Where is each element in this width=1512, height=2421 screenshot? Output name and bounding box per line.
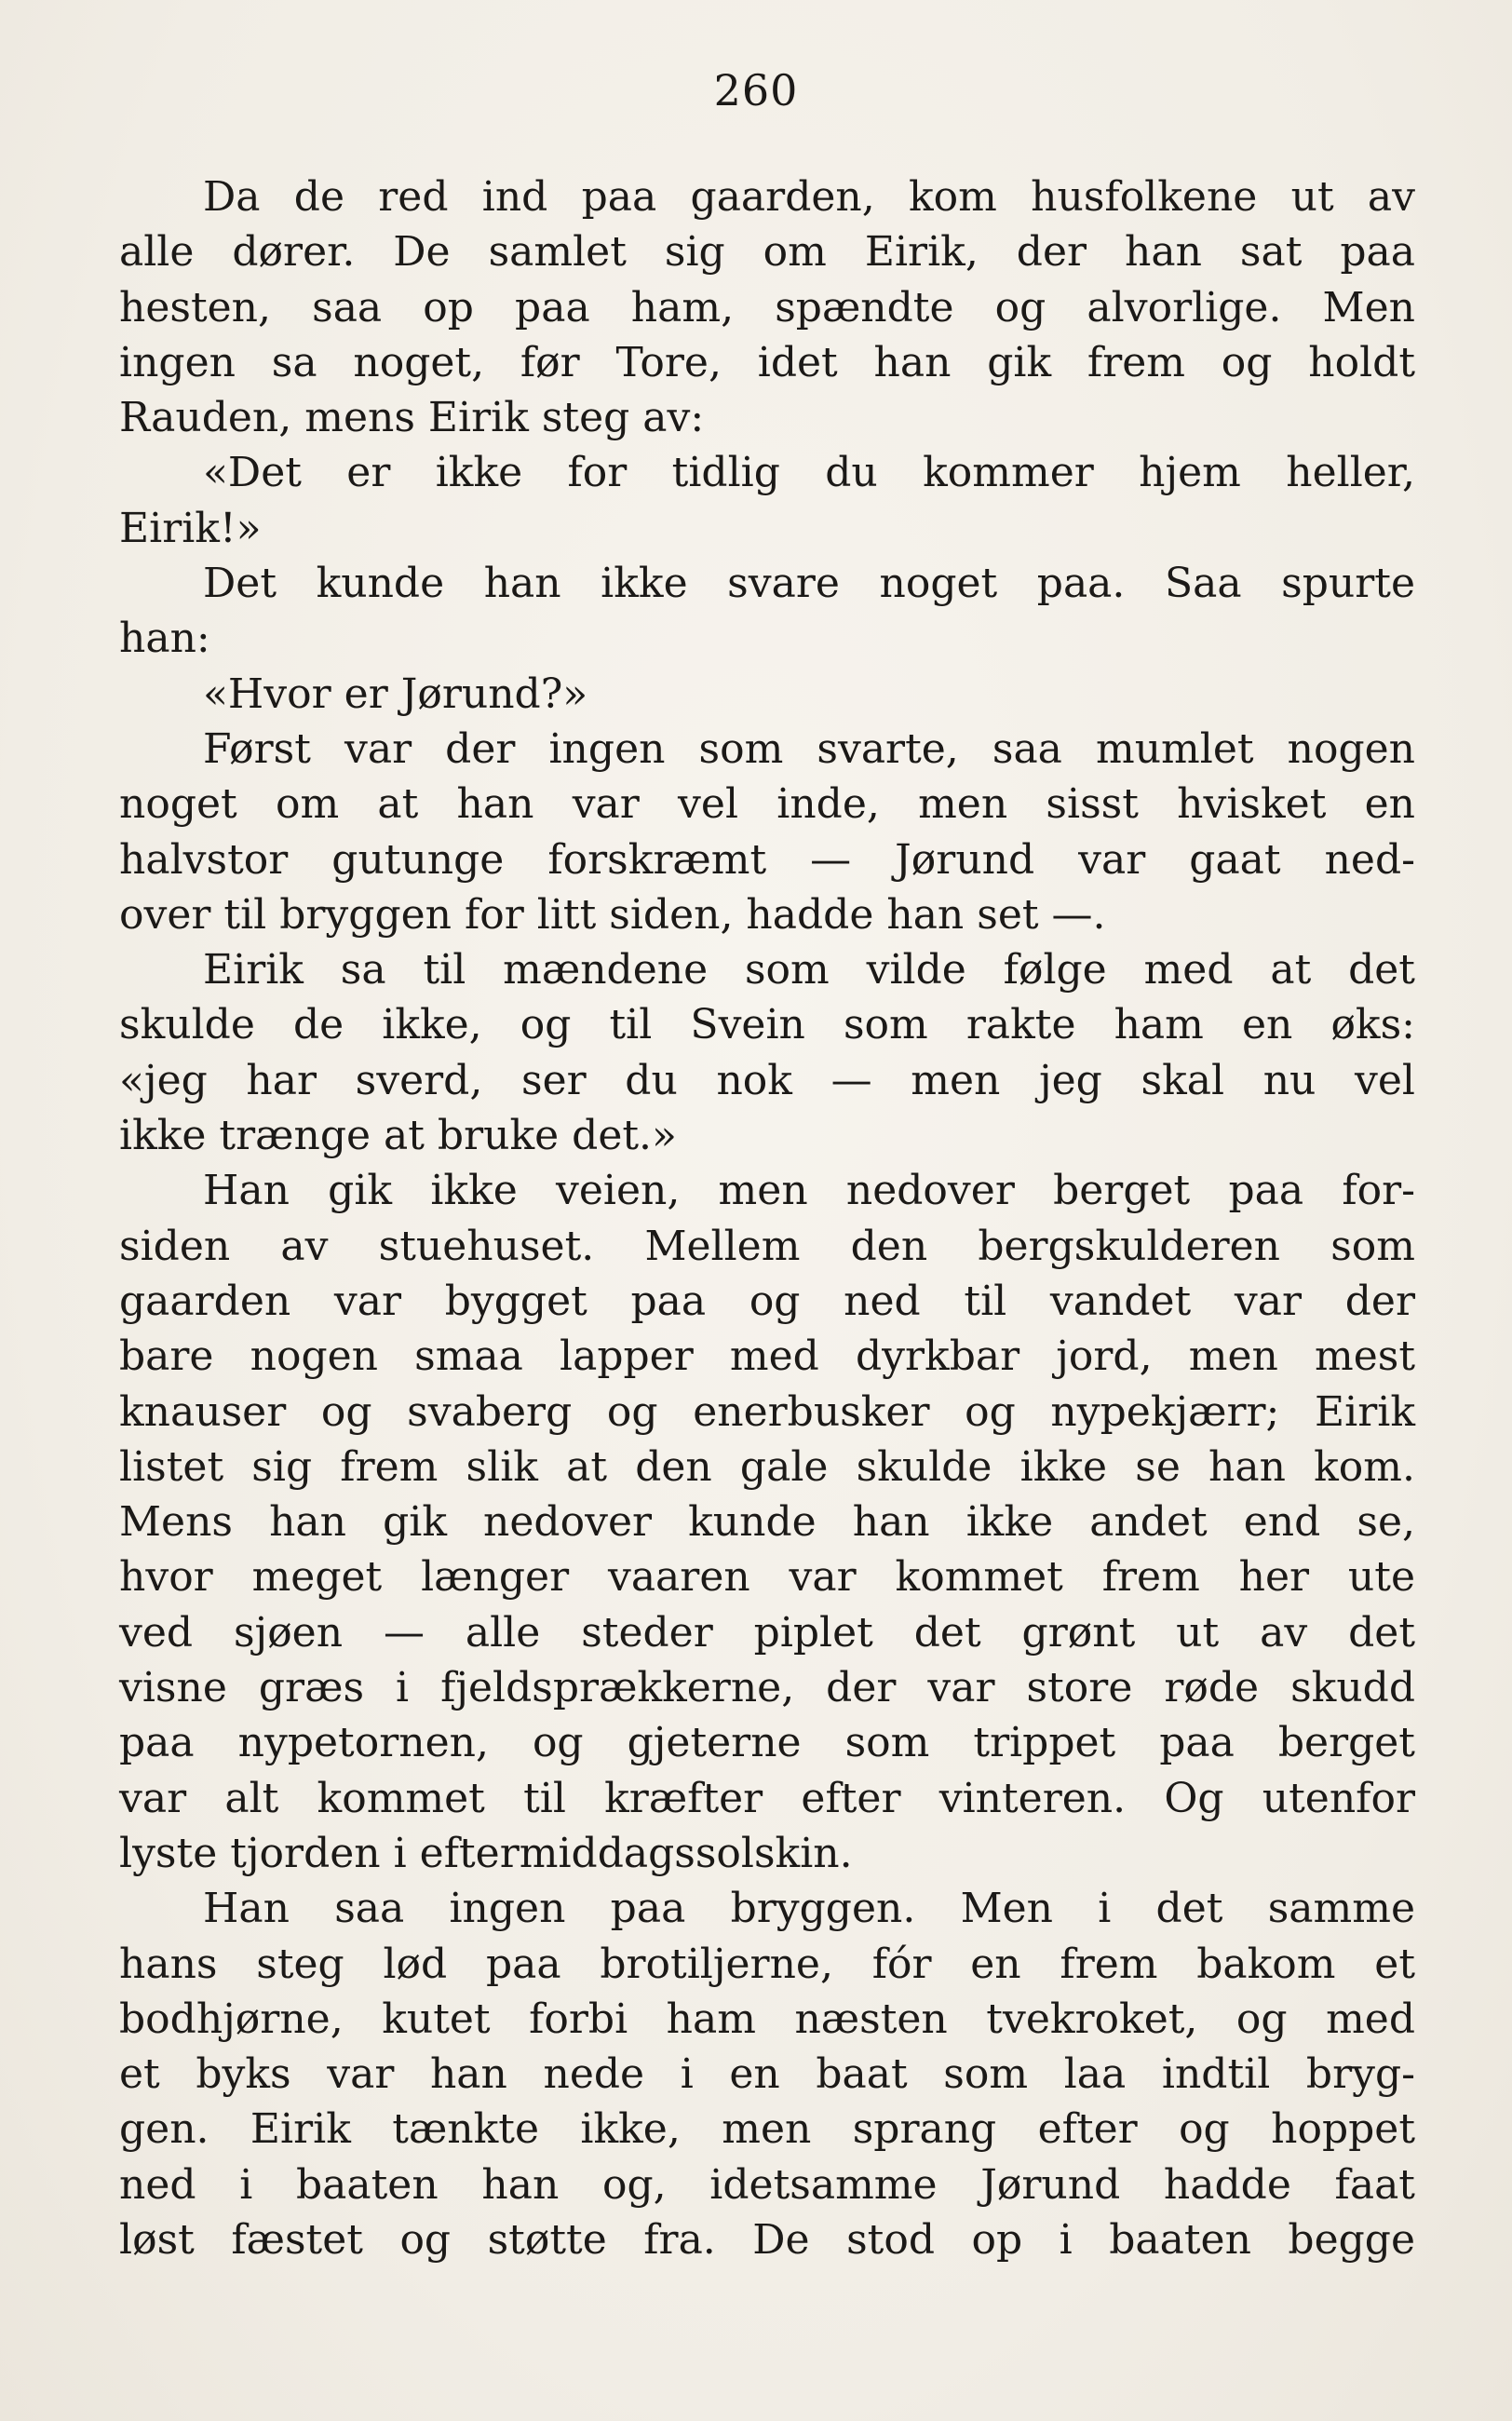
text-line: lyste tjorden i eftermiddagssolskin. bbox=[119, 1829, 853, 1877]
text-line: halvstor gutunge forskræmt — Jørund var gaat ned- bbox=[119, 835, 1415, 884]
text-line: gaarden var bygget paa og ned til vandet var der bbox=[119, 1277, 1415, 1325]
text-line: bare nogen smaa lapper med dyrkbar jord, men mest bbox=[119, 1332, 1415, 1381]
text-line: alle dører. De samlet sig om Eirik, der han sat paa bbox=[119, 228, 1415, 277]
text-line: ikke trænge at bruke det.» bbox=[119, 1112, 677, 1160]
text-line: visne græs i fjeldsprækkerne, der var store røde skudd bbox=[119, 1664, 1415, 1712]
text-line: var alt kommet til kræfter efter vinteren. Og utenfor bbox=[119, 1774, 1415, 1822]
text-line: listet sig frem slik at den gale skulde ikke se han kom. bbox=[119, 1442, 1415, 1491]
text-line: Han saa ingen paa bryggen. Men i det samme bbox=[203, 1885, 1415, 1933]
text-line: hvor meget længer vaaren var kommet frem her ute bbox=[119, 1553, 1415, 1602]
text-line: over til bryggen for litt siden, hadde han set —. bbox=[119, 890, 1106, 939]
text-line: noget om at han var vel inde, men sisst hvisket en bbox=[119, 780, 1415, 829]
text-line: løst fæstet og støtte fra. De stod op i baaten begge bbox=[119, 2215, 1415, 2264]
text-line: Han gik ikke veien, men nedover berget paa for- bbox=[203, 1167, 1415, 1215]
text-line: et byks var han nede i en baat som laa indtil bryg- bbox=[119, 2050, 1415, 2099]
text-line: hesten, saa op paa ham, spændte og alvorlige. Men bbox=[119, 283, 1415, 331]
text-line: hans steg lød paa brotiljerne, fór en frem bakom et bbox=[119, 1940, 1415, 1988]
text-line: paa nypetornen, og gjeterne som trippet paa berget bbox=[119, 1719, 1415, 1767]
text-line: knauser og svaberg og enerbusker og nypekjærr; Eirik bbox=[119, 1387, 1415, 1436]
text-line: Da de red ind paa gaarden, kom husfolkene ut av bbox=[203, 173, 1415, 221]
text-line: gen. Eirik tænkte ikke, men sprang efter og hoppet bbox=[119, 2105, 1415, 2154]
body-text bbox=[119, 169, 1415, 2267]
text-line: Eirik sa til mændene som vilde følge med at det bbox=[203, 946, 1415, 994]
text-line: Det kunde han ikke svare noget paa. Saa spurte bbox=[203, 560, 1415, 608]
text-line: Mens han gik nedover kunde han ikke andet end se, bbox=[119, 1498, 1415, 1547]
text-line: Først var der ingen som svarte, saa mumlet nogen bbox=[203, 724, 1415, 773]
page-number: 260 bbox=[713, 65, 799, 115]
text-line: skulde de ikke, og til Svein som rakte ham en øks: bbox=[119, 1001, 1415, 1049]
text-line: Rauden, mens Eirik steg av: bbox=[119, 394, 705, 442]
text-line: bodhjørne, kutet forbi ham næsten tvekroket, og med bbox=[119, 1995, 1415, 2043]
text-line: «Det er ikke for tidlig du kommer hjem heller, bbox=[203, 449, 1415, 497]
text-line: «jeg har sverd, ser du nok — men jeg skal nu vel bbox=[119, 1056, 1415, 1104]
text-line: «Hvor er Jørund?» bbox=[203, 669, 588, 718]
text-line: ved sjøen — alle steder piplet det grønt ut av det bbox=[119, 1608, 1415, 1657]
text-line: han: bbox=[119, 615, 210, 663]
text-line: siden av stuehuset. Mellem den bergskulderen som bbox=[119, 1222, 1415, 1270]
text-line: ned i baaten han og, idetsamme Jørund hadde faat bbox=[119, 2160, 1415, 2209]
text-line: Eirik!» bbox=[119, 504, 262, 552]
text-line: ingen sa noget, før Tore, idet han gik frem og holdt bbox=[119, 338, 1415, 386]
